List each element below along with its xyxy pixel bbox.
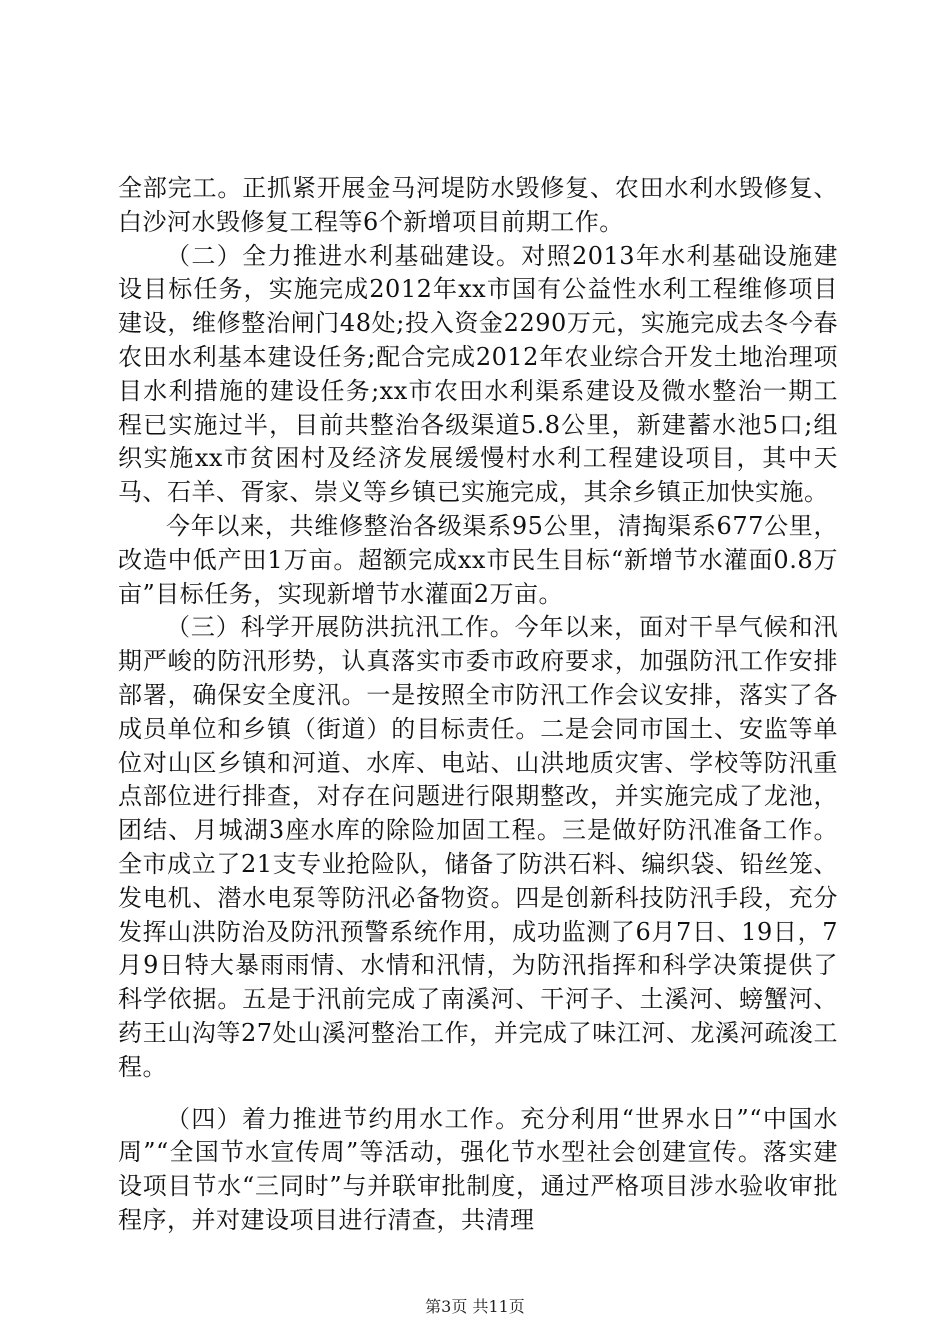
paragraph-canal-maintenance: 今年以来，共维修整治各级渠系95公里，清掏渠系677公里，改造中低产田1万亩。超额完成xx市民生目标“新增节水灌面0.8万亩”目标任务，实现新增节水灌面2万亩。: [118, 511, 838, 608]
paragraph-water-infrastructure: （二）全力推进水利基础建设。对照2013年水利基础设施建设目标任务，实施完成2012年xx市国有公益性水利工程维修项目建设，维修整治闸门48处;投入资金2290万元，实施完成去冬今春农田水利基本建设任务;配合完成2012年农业综合开发土地治理项目水利措施的建设任务;xx市农田水利渠系建设及微水整治一期工程已实施过半，目前共整治各级渠道5.8公里，新建蓄水池5口;组织实施xx市贫困村及经济发展缓慢村水利工程建设项目，其中天马、石羊、胥家、崇义等乡镇已实施完成，其余乡镇正加快实施。: [118, 241, 838, 507]
paragraph-project-completion: 全部完工。正抓紧开展金马河堤防水毁修复、农田水利水毁修复、白沙河水毁修复工程等6个新增项目前期工作。: [118, 174, 838, 236]
page-number-footer: 第3页 共11页: [425, 1297, 525, 1316]
paragraph-flood-control: （三）科学开展防洪抗汛工作。今年以来，面对干旱气候和汛期严峻的防汛形势，认真落实市委市政府要求，加强防汛工作安排部署，确保安全度汛。一是按照全市防汛工作会议安排，落实了各成员单位和乡镇（街道）的目标责任。二是会同市国土、安监等单位对山区乡镇和河道、水库、电站、山洪地质灾害、学校等防汛重点部位进行排查，对存在问题进行限期整改，并实施完成了龙池，团结、月城湖3座水库的除险加固工程。三是做好防汛准备工作。全市成立了21支专业抢险队，储备了防洪石料、编织袋、铅丝笼、发电机、潜水电泵等防汛必备物资。四是创新科技防汛手段，充分发挥山洪防治及防汛预警系统作用，成功监测了6月7日、19日，7月9日特大暴雨雨情、水情和汛情，为防汛指挥和科学决策提供了科学依据。五是于汛前完成了南溪河、干河子、土溪河、螃蟹河、药王山沟等27处山溪河整治工作，并完成了味江河、龙溪河疏浚工程。: [118, 613, 838, 1081]
document-body: [118, 172, 838, 1238]
paragraph-water-saving: （四）着力推进节约用水工作。充分利用“世界水日”“中国水周”“全国节水宣传周”等活动，强化节水型社会创建宣传。落实建设项目节水“三同时”与并联审批制度，通过严格项目涉水验收审批程序，并对建设项目进行清查，共清理: [118, 1104, 838, 1234]
